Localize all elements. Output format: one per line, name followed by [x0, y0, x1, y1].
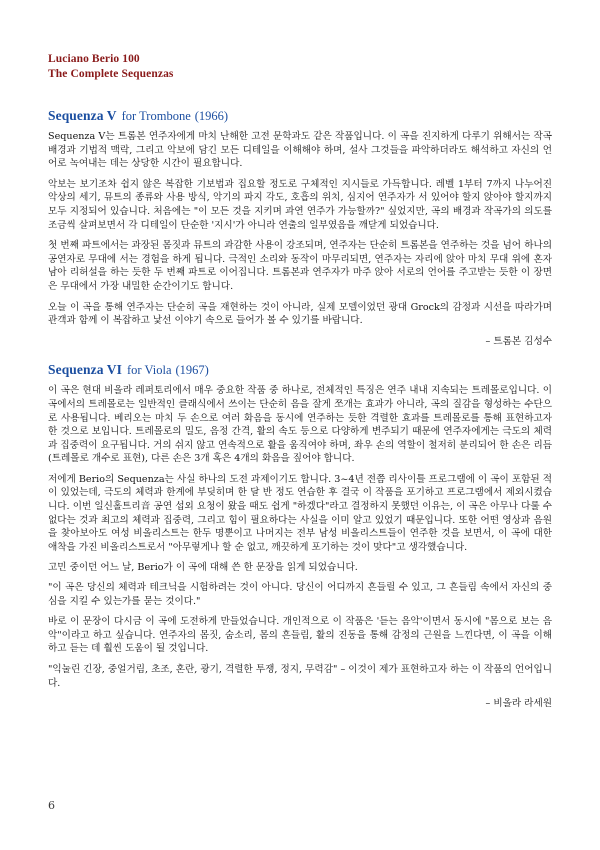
section-title-year: (1966)	[194, 109, 229, 123]
header-title-line-2: The Complete Sequenzas	[48, 68, 174, 80]
section-title-main: Sequenza V	[48, 108, 117, 123]
paragraph: "익눌린 긴장, 중얼거림, 초조, 혼란, 광기, 격렬한 투쟁, 정지, 무력감" – 이것이 제가 표현하고자 하는 이 작품의 언어입니다.	[48, 664, 552, 689]
paragraph: 고민 중이던 어느 날, Berio가 이 곡에 대해 쓴 한 문장을 읽게 되었습니다.	[48, 562, 358, 574]
section-signature: – 비올라 라세원	[485, 698, 552, 710]
header-title-line-1: Luciano Berio 100	[48, 53, 140, 65]
section-sequenza-v	[48, 108, 552, 348]
section-title-year: (1967)	[175, 363, 209, 378]
paragraph: 이 곡은 현대 비올라 레퍼토리에서 매우 중요한 작품 중 하나로, 전체적인 특징은 연주 내내 지속되는 트레몰로입니다. 이 곡에서의 트레몰로는 일반적인 클래식에서 쓰이는 단순히 음을 잘게 쪼개는 효과가 아니라, 곡의 질감을 형성하는 수단으로 사용됩니다. 베리오는 마치 두 손으로 여러 화음을 동시에 연주하는 듯한 격렬한 효과를 트레몰로를 통해 표현하고자 한 것으로 보입니다. 트레몰로의 밀도, 음정 간격, 활의 속도 등으로 다양하게 변주되기 때문에 연주자에게는 극도의 체력과 집중력이 요구됩니다. 거의 쉬지 않고 연속적으로 활을 움직여야 하며, 좌우 손의 역할이 철저히 분리되어 한 손은 리듬(트레몰로 개수로 표현), 다른 손은 3개 혹은 4개의 화음을 짚어야 합니다.	[48, 385, 552, 465]
paragraph: 첫 번째 파트에서는 과장된 몸짓과 뮤트의 과감한 사용이 강조되며, 연주자는 단순히 트롬본을 연주하는 것을 넘어 하나의 공연자로 무대에 서는 경험을 하게 됩니다. 극적인 소리와 동작이 마무리되면, 연주자는 자리에 앉아 마치 무대 위에 혼자 남아 리허설을 하는 듯한 두 번째 파트로 이어집니다. 트롬본과 연주자가 마주 앉아 서로의 언어를 주고받는 듯한 이 장면은 무대에서 가장 내밀한 순간이기도 합니다.	[48, 240, 552, 292]
paragraph: 오늘 이 곡을 통해 연주자는 단순히 곡을 재현하는 것이 아니라, 실제 모델이었던 광대 Grock의 감정과 시선을 따라가며 관객과 함께 이 복잡하고 낯선 이야기 속으로 들어가 볼 수 있기를 바랍니다.	[48, 301, 552, 327]
page-number: 6	[48, 799, 55, 812]
section-title-sub: for Trombone	[121, 109, 191, 123]
paragraph: Sequenza V는 트롬본 연주자에게 마치 난해한 고전 문학과도 같은 작품입니다. 이 곡을 진지하게 다루기 위해서는 작곡 배경과 기법적 맥락, 그리고 악보에 담긴 모든 디테일을 이해해야 하며, 설사 그것들을 파악하더라도 해석하고 자신의 언어로 녹여내는 데는 상당한 시간이 필요합니다.	[48, 131, 552, 170]
section-title-sub: for Viola	[127, 363, 172, 378]
section-title-main: Sequenza VI	[48, 362, 122, 378]
paragraph: 저에게 Berio의 Sequenza는 사실 하나의 도전 과제이기도 합니다. 3~4년 전쯤 리사이틀 프로그램에 이 곡이 포함된 적이 있었는데, 극도의 체력과 한계에 부딪히며 한 달 반 정도 연습한 후 결국 이 작품을 포기하고 프로그램에서 제외시켰습니다. 이번 일신홀트리音 공연 섭외 요청이 왔을 때도 쉽게 "하겠다"라고 결정하지 못했던 이유는, 이 곡은 아무나 다룰 수 없다는 것과 최고의 체력과 집중력, 그리고 힘이 필요하다는 사실을 이미 알고 있었기 때문입니다. 또한 어떤 영상과 음원을 찾아보아도 여성 비올리스트는 한두 명뿐이고 나머지는 전부 남성 비올리스트들이 연주한 것을 보면서, 이 곡에 대한 애착을 가진 비올리스트로서 "아무렇게나 할 순 없고, 깨끗하게 포기하는 것이 맞다"고 생각했습니다.	[48, 473, 552, 553]
section-heading	[48, 362, 552, 378]
section-signature: – 트롬본 김성수	[485, 335, 552, 347]
quote-paragraph: "이 곡은 당신의 체력과 테크닉을 시험하려는 것이 아니다. 당신이 어디까지 흔들릴 수 있고, 그 흔들림 속에서 자신의 중심을 지킬 수 있는가를 묻는 것이다."	[48, 582, 552, 607]
section-sequenza-vi	[48, 362, 552, 710]
paragraph: 악보는 보기조차 쉽지 않은 복잡한 기보법과 집요할 정도로 구체적인 지시들로 가득합니다. 레벨 1부터 7까지 나누어진 악상의 세기, 뮤트의 종류와 사용 방식, 악기의 파지 각도, 호흡의 위치, 심지어 연주자가 서 있어야 할지 앉아야 할지까지 모두 지정되어 있습니다. 처음에는 "이 모든 것을 지키며 과연 연주가 가능할까?" 싶었지만, 곡의 배경과 작곡가의 의도를 조금씩 살펴보면서 각 디테일이 단순한 '지시'가 아니라 연출의 일부였음을 깨닫게 되었습니다.	[48, 178, 552, 231]
section-heading	[48, 108, 552, 124]
paragraph: 바로 이 문장이 다시금 이 곡에 도전하게 만들었습니다. 개인적으로 이 작품은 '듣는 음악'이면서 동시에 "몸으로 보는 음악"이라고 하고 싶습니다. 연주자의 몸짓, 숨소리, 몸의 흔들림, 활의 진동을 통해 감정의 근원을 느낀다면, 이 곡을 이해하고 듣는 데 훨씬 도움이 될 것입니다.	[48, 616, 552, 655]
document-header	[48, 52, 552, 82]
